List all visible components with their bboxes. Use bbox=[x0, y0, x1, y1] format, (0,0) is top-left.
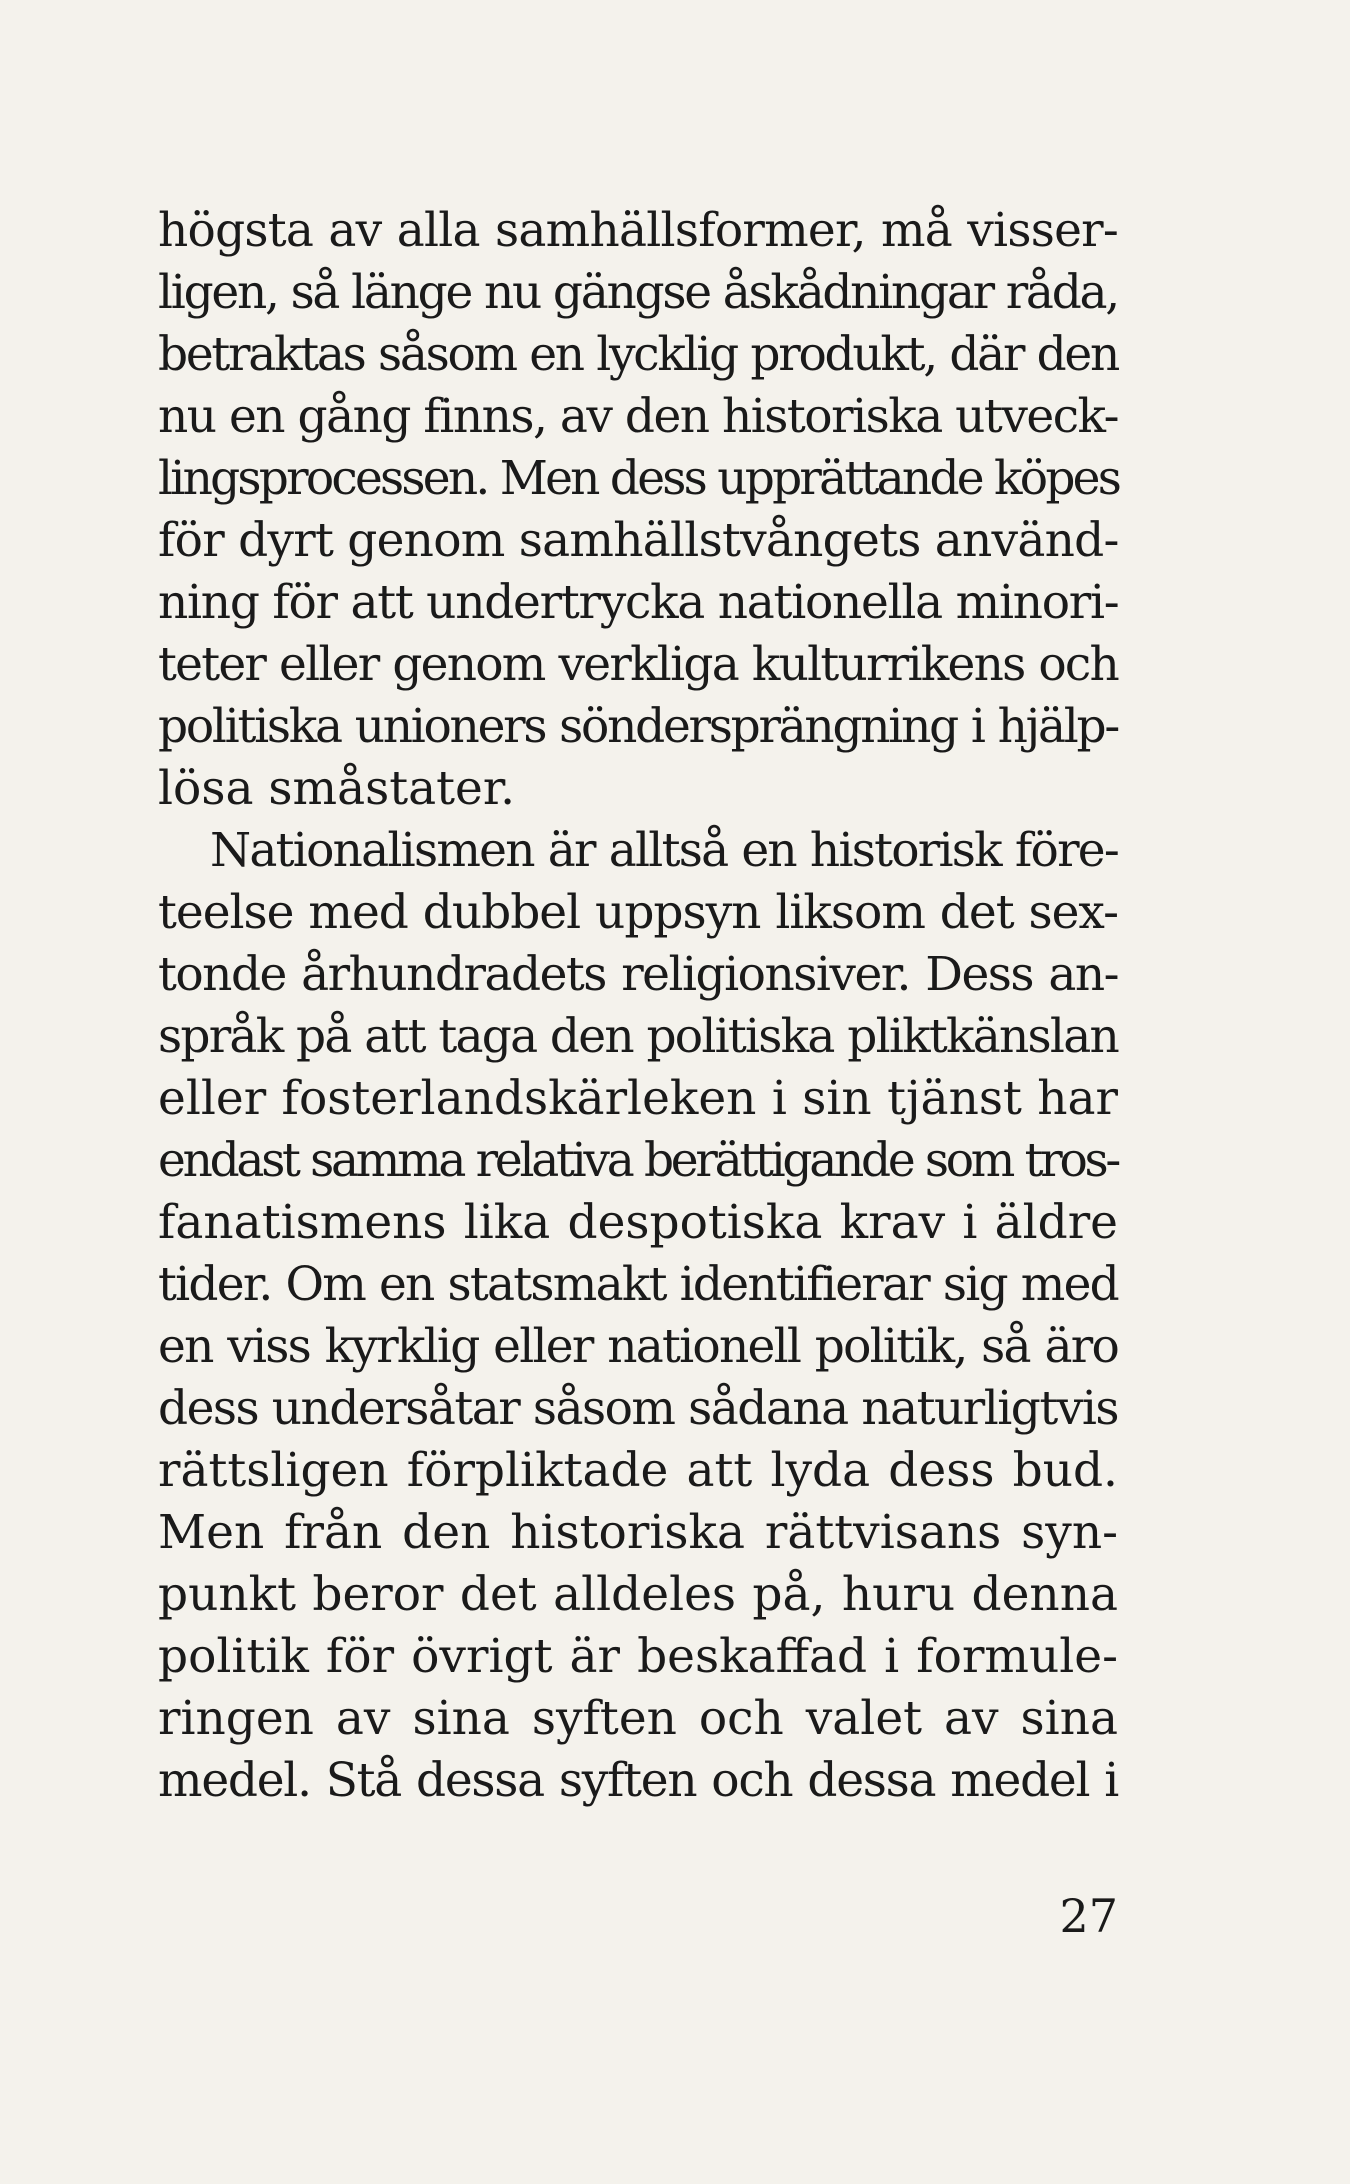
text-line: för dyrt genom samhällstvångets använd- bbox=[158, 513, 1119, 568]
text-line: endast samma relativa berättigande som tros- bbox=[158, 1133, 1118, 1188]
text-line: eller fosterlandskärleken i sin tjänst har bbox=[158, 1071, 1118, 1126]
text-line: nu en gång finns, av den historiska utveck- bbox=[158, 389, 1119, 444]
text-line: Nationalismen är alltså en historisk före- bbox=[210, 823, 1118, 878]
text-line: en viss kyrklig eller nationell politik, så äro bbox=[158, 1319, 1118, 1374]
text-line: ning för att undertrycka nationella minori- bbox=[158, 575, 1119, 630]
text-line: dess undersåtar såsom sådana naturligtvis bbox=[158, 1381, 1118, 1436]
text-line: språk på att taga den politiska pliktkänslan bbox=[158, 1009, 1118, 1064]
text-line: medel. Stå dessa syften och dessa medel i bbox=[158, 1753, 1118, 1808]
text-line: fanatismens lika despotiska krav i äldre bbox=[158, 1195, 1118, 1250]
text-line: ligen, så länge nu gängse åskådningar råda, bbox=[158, 265, 1118, 320]
text-line: betraktas såsom en lycklig produkt, där den bbox=[158, 327, 1118, 382]
text-line: punkt beror det alldeles på, huru denna bbox=[158, 1567, 1118, 1622]
text-line: politiska unioners söndersprängning i hjälp- bbox=[158, 699, 1118, 754]
body-text bbox=[158, 200, 1118, 1812]
text-line: ringen av sina syften och valet av sina bbox=[158, 1691, 1118, 1746]
text-line: Men från den historiska rättvisans syn- bbox=[158, 1505, 1118, 1560]
text-line: lösa småstater. bbox=[158, 761, 516, 816]
text-line: högsta av alla samhällsformer, må visser- bbox=[158, 203, 1118, 258]
text-line: tider. Om en statsmakt identifierar sig med bbox=[158, 1257, 1118, 1312]
text-line: teter eller genom verkliga kulturrikens och bbox=[158, 637, 1118, 692]
text-line: rättsligen förpliktade att lyda dess bud. bbox=[158, 1443, 1118, 1498]
text-line: tonde århundradets religionsiver. Dess an- bbox=[158, 947, 1118, 1002]
text-line: lingsprocessen. Men dess upprättande köpes bbox=[158, 451, 1120, 506]
page-number: 27 bbox=[1059, 1889, 1118, 1943]
text-line: teelse med dubbel uppsyn liksom det sex- bbox=[158, 885, 1118, 940]
text-line: politik för övrigt är beskaffad i formule- bbox=[158, 1629, 1118, 1684]
